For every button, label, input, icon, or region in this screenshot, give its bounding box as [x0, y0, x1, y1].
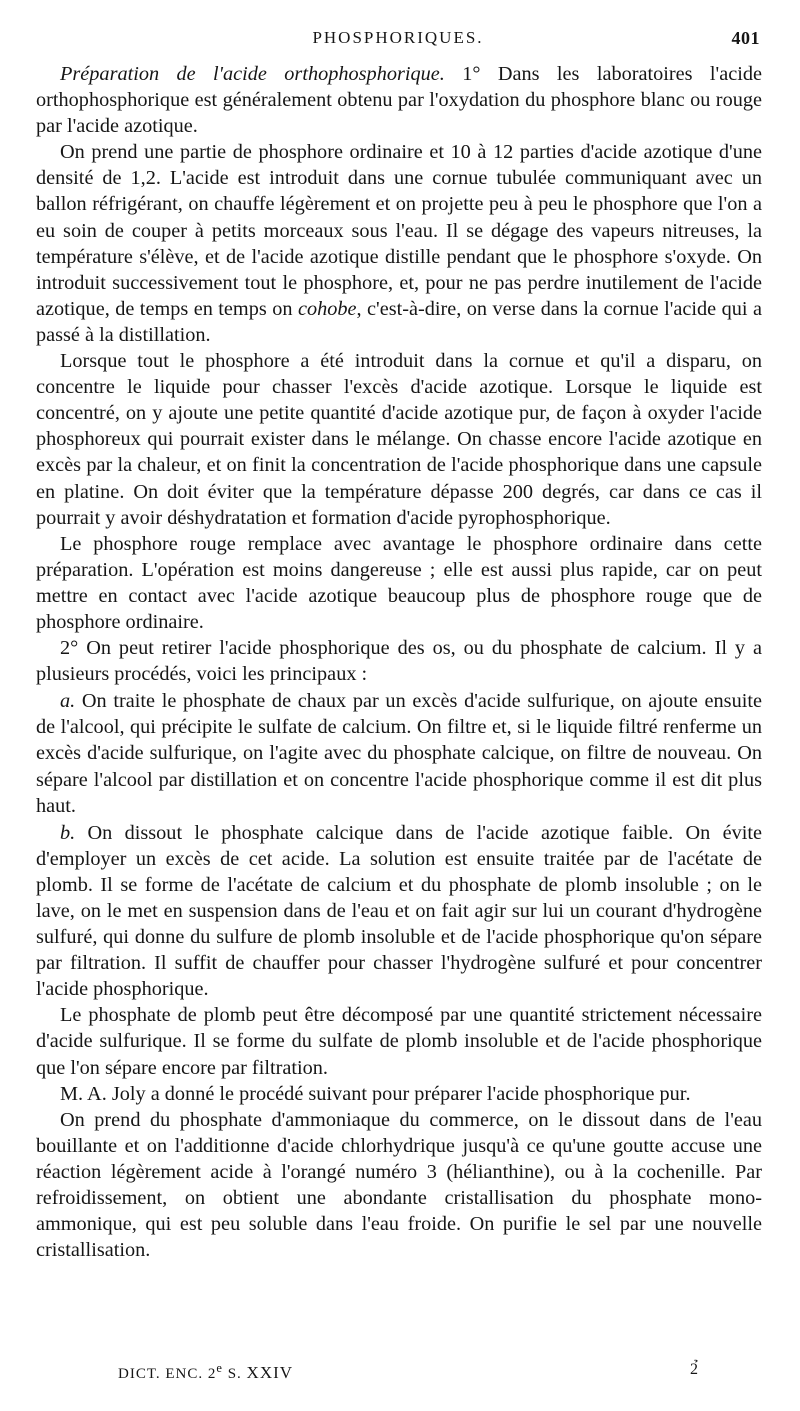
- paragraph-text: Lorsque tout le phosphore a été introduit dans la cornue et qu'il a disparu, on concentre le liquide pour chasser l'excès d'acide azotique. Lorsque le liquide est concentré, on y ajoute une petite quantité d'acide azotique pur, de façon à oxyder l'acide phosphoreux qui pourrait exister dans le mélange. On chasse encore l'acide azotique en excès par la chaleur, et on finit la concentration de l'acide phosphorique dans une capsule en platine. On doit éviter que la température dépasse 200 degrés, car dans ce cas il pourrait y avoir déshydratation et formation d'acide pyrophosphorique.: [36, 350, 762, 529]
- signature-volume: XXIV: [246, 1363, 294, 1382]
- paragraph-text: Le phosphate de plomb peut être décomposé par une quantité strictement nécessaire d'acide sulfurique. Il se forme du sulfate de plomb insoluble et de l'acide phosphorique que l'on sépare encore par filtration.: [36, 1004, 762, 1079]
- signature-prefix: DICT. ENC. 2: [118, 1366, 217, 1382]
- paragraph-red-phosphorus: [36, 531, 762, 635]
- running-title: PHOSPHORIQUES.: [312, 28, 484, 47]
- signature-mark: [118, 1361, 293, 1383]
- paragraph-nitric-process: [36, 139, 762, 348]
- page-body: [36, 61, 762, 1263]
- signature-superscript: e: [216, 1361, 223, 1375]
- paragraph-text: Le phosphore rouge remplace avec avantage le phosphore ordinaire dans cette préparation. L'opération est moins dangereuse ; elle est aussi plus rapide, car on peut mettre en contact avec l'acide azotique beaucoup plus de phosphore rouge que de phosphore ordinaire.: [36, 532, 762, 633]
- paragraph-text: 2° On peut retirer l'acide phosphorique des os, ou du phosphate de calcium. Il y a plusieurs procédés, voici les principaux :: [36, 637, 762, 686]
- paragraph-text: M. A. Joly a donné le procédé suivant pour préparer l'acide phosphorique pur.: [60, 1082, 691, 1105]
- paragraph-preparation: [36, 61, 762, 139]
- paragraph-text: 1° Dans les laboratoires l'acide orthophosphorique est généralement obtenu par l'oxydation du phosphore blanc ou rouge par l'acide azotique.: [36, 63, 762, 138]
- paragraph-bones: [36, 635, 762, 687]
- paragraph-text: On traite le phosphate de chaux par un excès d'acide sulfurique, on ajoute ensuite de l'alcool, qui précipite le sulfate de calcium. On filtre et, si le liquide filtré renferme un excès d'acide sulfurique, on l'agite avec du phosphate calcique, on filtre de nouveau. On sépare l'alcool par distillation et on concentre l'acide phosphorique comme il est dit plus haut.: [36, 690, 762, 817]
- paragraph-method-a: [36, 688, 762, 818]
- signature-series: S.: [222, 1366, 242, 1382]
- paragraph-text: On prend du phosphate d'ammoniaque du commerce, on le dissout dans de l'eau bouillante et on l'additionne d'acide chlorhydrique jusqu'à ce qu'une goutte accuse une réaction légèrement acide à l'orangé numéro 3 (hélianthine), ou à la cochenille. Par refroidissement, on obtient une abondante cristallisation du phosphate mono-ammonique, qui est peu soluble dans l'eau froide. On purifie le sel par une nouvelle cristallisation.: [36, 1108, 762, 1262]
- paragraph-joly: [36, 1081, 762, 1107]
- paragraph-method-b: [36, 820, 762, 1003]
- paragraph-text: , c'est-à-dire, on verse dans la cornue l'acide qui a passé à la distillation.: [36, 297, 762, 346]
- paragraph-lead-phosphate: [36, 1002, 762, 1080]
- page-number: 401: [731, 28, 760, 48]
- paragraph-ammonium-phosphate: [36, 1107, 762, 1264]
- page-footer: [118, 1361, 760, 1385]
- running-header: [36, 28, 760, 58]
- paragraph-text: On prend une partie de phosphore ordinaire et 10 à 12 parties d'acide azotique d'une densité de 1,2. L'acide est introduit dans une cornue tubulée communiquant avec un ballon réfrigérant, on chauffe légèrement et on projette peu à peu le phosphore que l'on a eu soin de couper à petits morceaux sous l'eau. Il se dégage des vapeurs nitreuses, la température s'élève, et de l'acide azotique distille pendant que le phosphore s'oxyde. On introduit successivement tout le phosphore, et, pour ne pas perdre inutilement de l'acide azotique, de temps en temps on: [36, 141, 762, 320]
- section-heading: Préparation de l'acide orthophosphorique.: [60, 63, 445, 85]
- sheet-number: 2̉: [690, 1361, 698, 1378]
- paragraph-concentration: [36, 348, 762, 531]
- list-marker: b.: [60, 821, 76, 844]
- list-marker: a.: [60, 690, 76, 713]
- paragraph-text: On dissout le phosphate calcique dans de l'acide azotique faible. On évite d'employer un excès de cet acide. La solution est ensuite traitée par de l'acétate de plomb. Il se forme de l'acétate de calcium et du phosphate de plomb insoluble ; on le lave, on le met en suspension dans de l'eau et on fait agir sur lui un courant d'hydrogène sulfuré, qui donne du sulfure de plomb insoluble et de l'acide phosphorique qu'on sépare par filtration. Il suffit de chauffer pour chasser l'hydrogène sulfuré et pour concentrer l'acide phosphorique.: [36, 821, 762, 1001]
- italic-term: cohobe: [297, 297, 357, 320]
